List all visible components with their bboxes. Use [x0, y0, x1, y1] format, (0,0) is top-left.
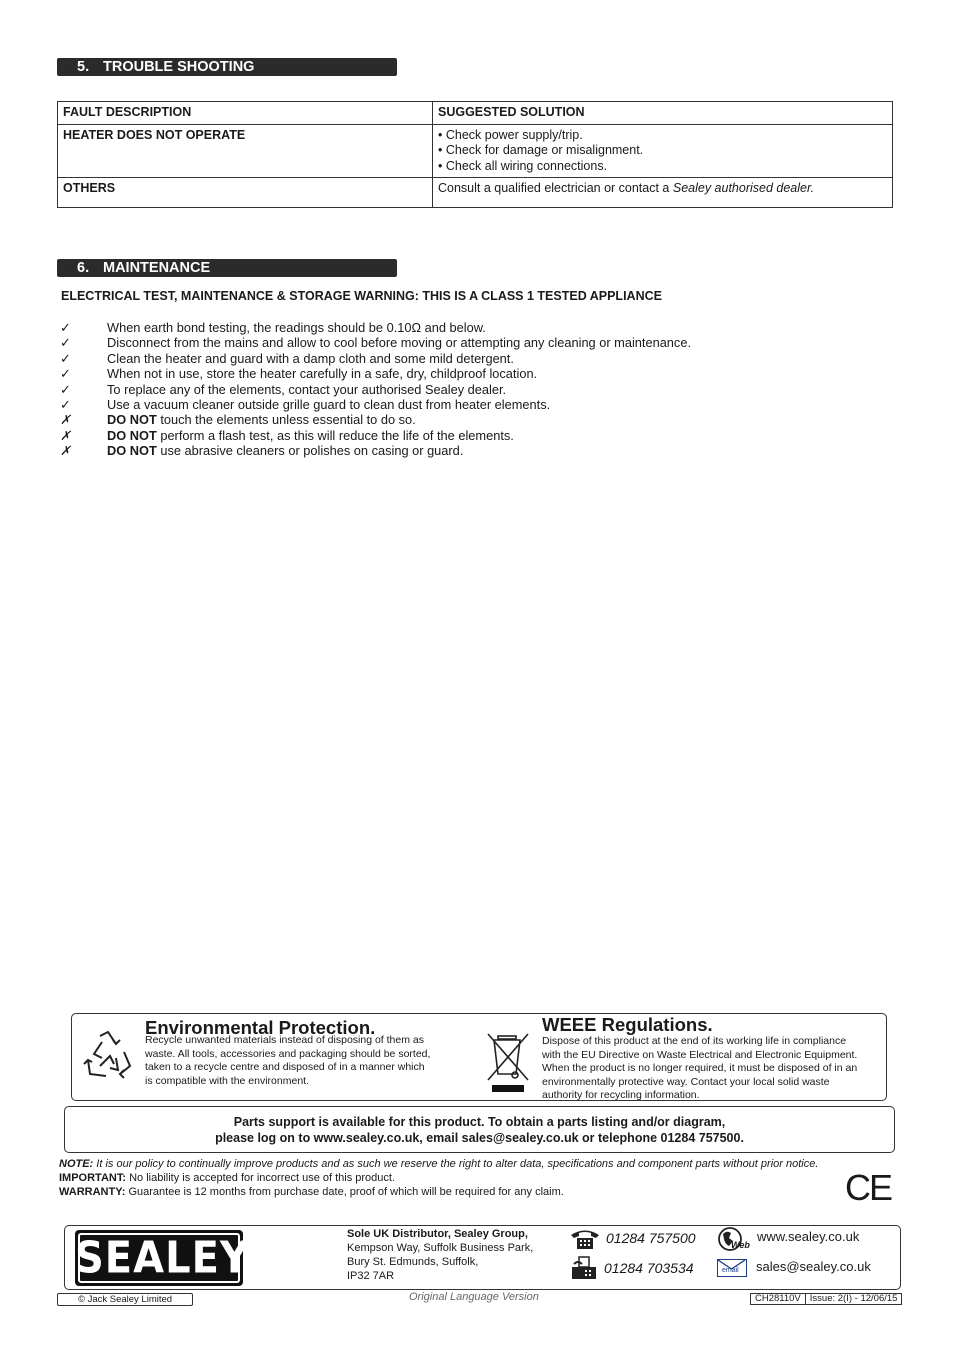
header-solution: SUGGESTED SOLUTION	[433, 102, 893, 125]
check-icon: ✓	[60, 366, 71, 382]
fax-number: 01284 703534	[604, 1260, 694, 1276]
note-line	[59, 1157, 818, 1171]
important-label: IMPORTANT:	[59, 1172, 127, 1184]
address-line: Bury St. Edmunds, Suffolk,	[347, 1256, 479, 1268]
warranty-label: WARRANTY:	[59, 1186, 126, 1198]
maintenance-warning: ELECTRICAL TEST, MAINTENANCE & STORAGE WARNING: THIS IS A CLASS 1 TESTED APPLIANCE	[61, 289, 662, 303]
check-icon: ✓	[60, 350, 71, 366]
email-link[interactable]: sales@sealey.co.uk	[756, 1259, 871, 1274]
weee-line: Dispose of this product at the end of its working life in compliance	[542, 1035, 847, 1047]
environment-line: waste. All tools, accessories and packaging should be sorted,	[145, 1047, 431, 1060]
environment-weee-box	[71, 1013, 887, 1101]
table-row	[58, 124, 893, 178]
section-title: MAINTENANCE	[103, 260, 211, 276]
footer-box	[64, 1225, 901, 1290]
important-line	[59, 1171, 395, 1185]
item-text	[107, 412, 416, 427]
fax-icon	[569, 1255, 599, 1281]
section-header-troubleshooting	[57, 58, 397, 76]
environment-line: taken to a recycle centre and disposed of in a manner which	[145, 1061, 425, 1073]
cross-icon: ✗	[60, 412, 71, 428]
item-text: When earth bond testing, the readings should be 0.10Ω and below.	[107, 320, 486, 335]
troubleshooting-table	[57, 101, 893, 208]
web-icon-label: Web	[731, 1240, 750, 1250]
weee-line: When the product is no longer required, it must be disposed of in an	[542, 1062, 858, 1074]
ce-mark: CE	[845, 1167, 892, 1208]
weee-line: environmentally protective way. Contact your local solid waste	[542, 1075, 830, 1088]
item-text: Use a vacuum cleaner outside grille guard to clean dust from heater elements.	[107, 396, 551, 412]
environment-line: is compatible with the environment.	[145, 1074, 309, 1087]
note-label: NOTE:	[59, 1158, 94, 1170]
donot-text: touch the elements unless essential to do so.	[156, 412, 416, 428]
item-text: To replace any of the elements, contact your authorised Sealey dealer.	[107, 381, 507, 397]
parts-support-box	[64, 1106, 895, 1153]
solution-line: • Check all wiring connections.	[438, 158, 608, 173]
weee-text	[542, 1035, 857, 1103]
section-number: 5.	[77, 59, 90, 75]
check-icon: ✓	[60, 396, 71, 412]
issue-info: Issue: 2(I) - 12/06/15	[809, 1293, 898, 1304]
note-text: It is our policy to continually improve products and as such we reserve the right to alter data, specifications and component parts without prior notice.	[93, 1158, 819, 1170]
phone-number: 01284 757500	[606, 1230, 696, 1246]
email-icon-label: email	[722, 1267, 739, 1274]
parts-line: please log on to www.sealey.co.uk, email sales@sealey.co.uk or telephone 01284 757500.	[215, 1130, 744, 1145]
document-reference	[750, 1293, 902, 1305]
cross-icon: ✗	[60, 427, 71, 443]
address-line: Kempson Way, Suffolk Business Park,	[347, 1242, 534, 1254]
warranty-line	[59, 1185, 564, 1199]
fault-cell: OTHERS	[58, 178, 433, 208]
solution-cell	[433, 178, 893, 208]
warranty-text: Guarantee is 12 months from purchase date, proof of which will be required for any claim.	[125, 1186, 564, 1198]
header-fault: FAULT DESCRIPTION	[58, 102, 433, 125]
item-text: Disconnect from the mains and allow to cool before moving or attempting any cleaning or maintenance.	[107, 335, 691, 351]
solution-line: • Check for damage or misalignment.	[438, 143, 644, 157]
item-text: When not in use, store the heater carefully in a safe, dry, childproof location.	[107, 366, 538, 382]
cross-icon: ✗	[60, 443, 71, 459]
solution-italic: Sealey authorised dealer.	[672, 181, 815, 195]
address-line: IP32 7AR	[347, 1270, 395, 1282]
copyright-label: © Jack Sealey Limited	[57, 1293, 193, 1306]
item-text	[107, 443, 463, 458]
fault-cell: HEATER DOES NOT OPERATE	[58, 124, 433, 178]
environment-title: Environmental Protection.	[145, 1017, 376, 1038]
environment-text	[145, 1034, 430, 1088]
website-link[interactable]: www.sealey.co.uk	[757, 1229, 860, 1244]
weee-line: with the EU Directive on Waste Electrical and Electronic Equipment.	[542, 1048, 858, 1061]
item-text	[107, 428, 514, 443]
donot-label: DO NOT	[107, 412, 157, 428]
section-number: 6.	[77, 260, 90, 276]
check-icon: ✓	[60, 320, 71, 335]
sealey-logo	[75, 1230, 250, 1286]
donot-label: DO NOT	[107, 427, 157, 443]
table-row	[58, 178, 893, 208]
donot-text: perform a flash test, as this will reduce the life of the elements.	[156, 427, 514, 443]
language-version: Original Language Version	[409, 1291, 539, 1303]
solution-cell	[433, 124, 893, 178]
email-envelope-icon	[717, 1259, 747, 1277]
weee-line: authority for recycling information.	[542, 1089, 700, 1101]
telephone-icon	[569, 1228, 601, 1250]
parts-line: Parts support is available for this product. To obtain a parts listing and/or diagram,	[233, 1115, 726, 1129]
solution-line: • Check power supply/trip.	[438, 127, 583, 142]
donot-label: DO NOT	[107, 443, 157, 459]
distributor-address	[347, 1227, 533, 1283]
section-title: TROUBLE SHOOTING	[103, 59, 255, 75]
logo-text: SEALEY	[75, 1232, 250, 1284]
important-text: No liability is accepted for incorrect use of this product.	[126, 1172, 396, 1184]
item-text: Clean the heater and guard with a damp cloth and some mild detergent.	[107, 350, 514, 366]
weee-title: WEEE Regulations.	[542, 1014, 713, 1035]
wheelie-bin-crossed-icon	[484, 1030, 532, 1094]
environment-line: Recycle unwanted materials instead of disposing of them as	[145, 1034, 424, 1046]
check-icon: ✓	[60, 335, 71, 351]
donot-text: use abrasive cleaners or polishes on casing or guard.	[156, 443, 464, 459]
section-header-maintenance	[57, 259, 397, 277]
solution-text: Consult a qualified electrician or contact a	[438, 181, 673, 195]
table-header-row	[58, 102, 893, 125]
model-number: CH28110V	[751, 1294, 806, 1304]
recycle-icon	[80, 1028, 136, 1084]
distributor-name: Sole UK Distributor, Sealey Group,	[347, 1228, 528, 1240]
check-icon: ✓	[60, 381, 71, 397]
